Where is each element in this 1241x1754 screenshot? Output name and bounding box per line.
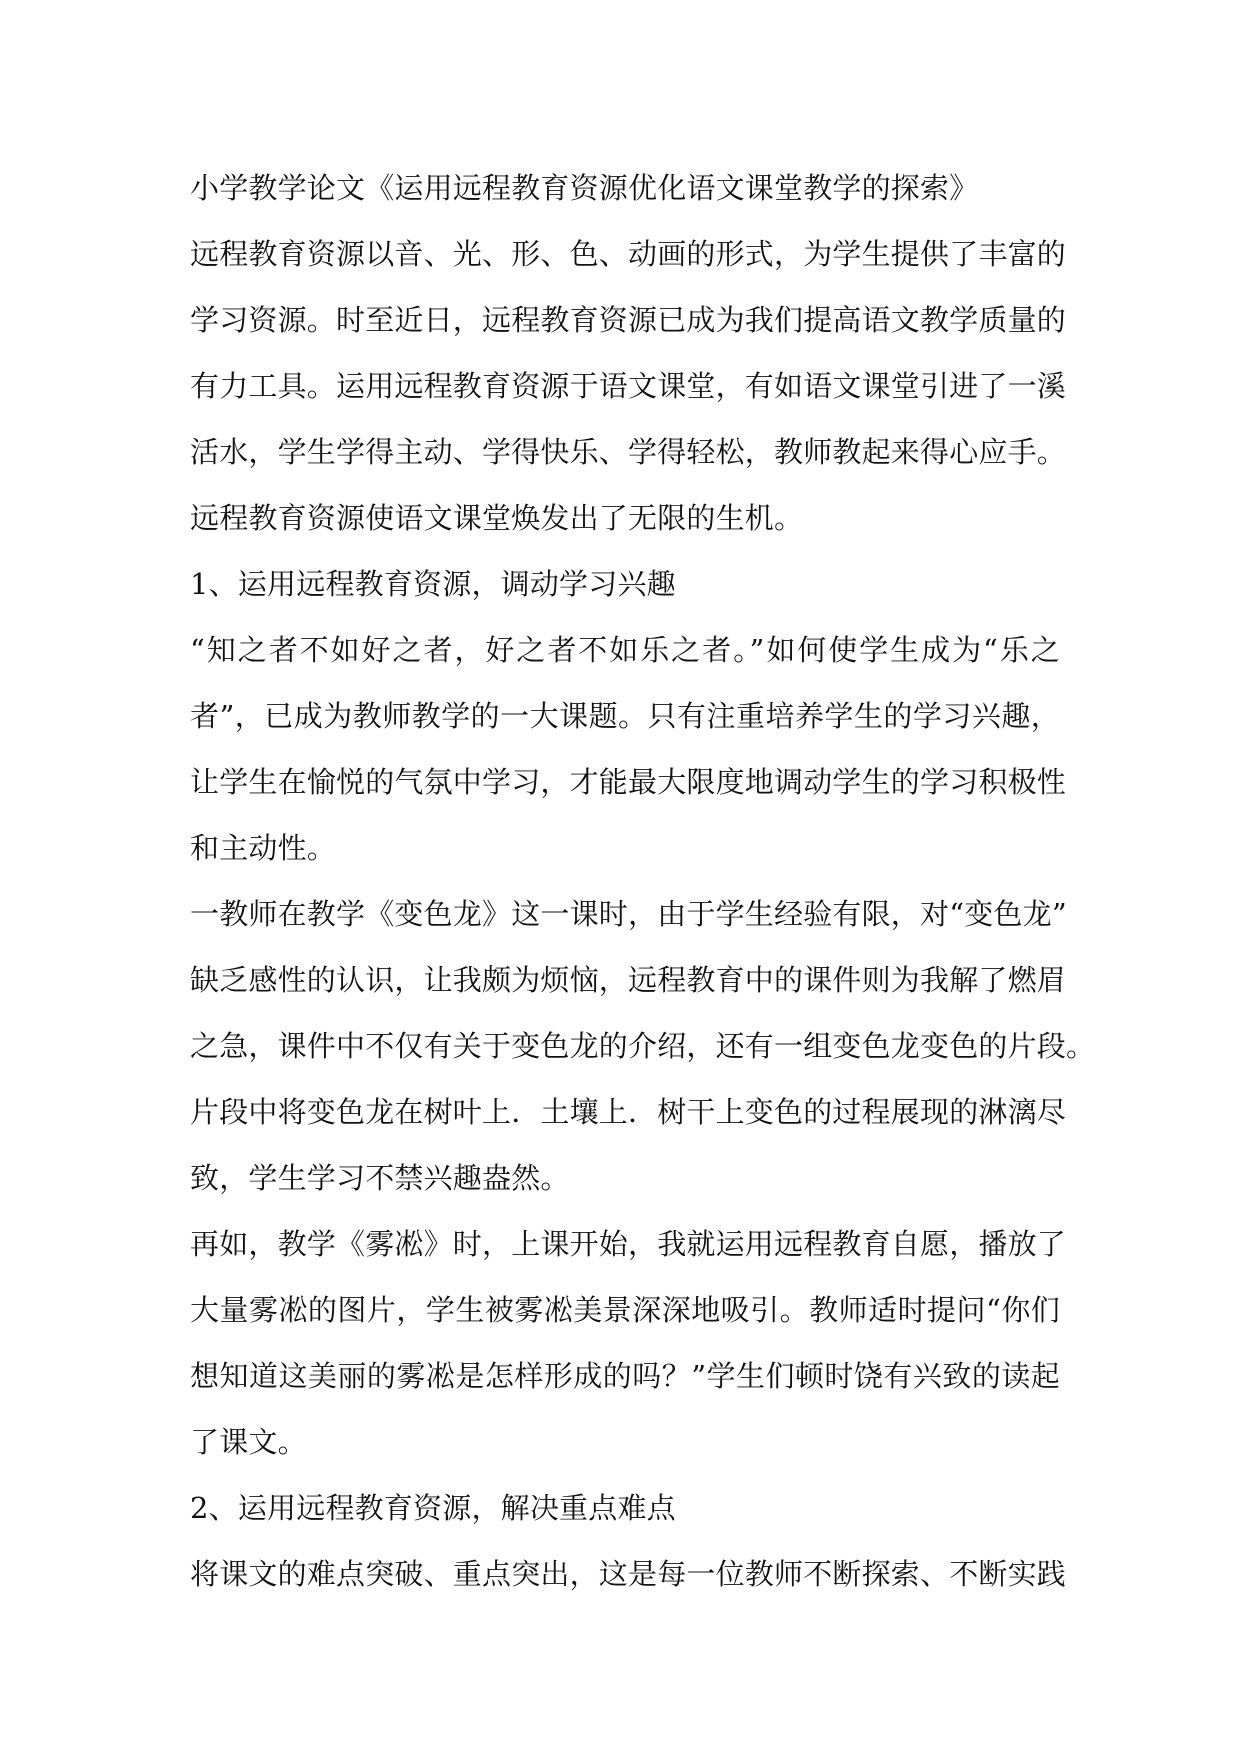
paragraph-line: 之急，课件中不仅有关于变色龙的介绍，还有一组变色龙变色的片段。 [190,1029,1096,1063]
paragraph-line: 大量雾凇的图片，学生被雾凇美景深深地吸引。教师适时提问“你们 [190,1293,1060,1327]
paragraph-line: “知之者不如好之者，好之者不如乐之者。”如何使学生成为“乐之 [190,633,1060,667]
paragraph-line: 了课文。 [190,1425,307,1459]
paragraph-line: 片段中将变色龙在树叶上．土壤上．树干上变色的过程展现的淋漓尽 [190,1095,1067,1129]
paragraph-line: 活水，学生学得主动、学得快乐、学得轻松，教师教起来得心应手。 [190,435,1067,469]
paragraph-line: 想知道这美丽的雾凇是怎样形成的吗？”学生们顿时饶有兴致的读起 [190,1359,1060,1393]
paragraph-line: 远程教育资源使语文课堂焕发出了无限的生机。 [190,501,804,535]
document-title: 小学教学论文《运用远程教育资源优化语文课堂教学的探索》 [190,171,979,205]
paragraph-line: 致，学生学习不禁兴趣盎然。 [190,1161,570,1195]
paragraph-line: 让学生在愉悦的气氛中学习，才能最大限度地调动学生的学习积极性 [190,765,1067,799]
paragraph-line: 有力工具。运用远程教育资源于语文课堂，有如语文课堂引进了一溪 [190,369,1067,403]
paragraph-line: 缺乏感性的认识，让我颇为烦恼，远程教育中的课件则为我解了燃眉 [190,963,1067,997]
section-heading: 1、运用远程教育资源，调动学习兴趣 [190,567,676,601]
document-body [190,155,1096,1607]
paragraph-line: 远程教育资源以音、光、形、色、动画的形式，为学生提供了丰富的 [190,237,1067,271]
paragraph-line: 将课文的难点突破、重点突出，这是每一位教师不断探索、不断实践 [190,1557,1067,1591]
section-heading: 2、运用远程教育资源，解决重点难点 [190,1491,676,1525]
paragraph-line: 一教师在教学《变色龙》这一课时，由于学生经验有限，对“变色龙” [190,897,1067,931]
paragraph-line: 再如，教学《雾凇》时，上课开始，我就运用远程教育自愿，播放了 [190,1227,1067,1261]
paragraph-line: 学习资源。时至近日，远程教育资源已成为我们提高语文教学质量的 [190,303,1067,337]
paragraph-line: 者”，已成为教师教学的一大课题。只有注重培养学生的学习兴趣， [190,699,1060,733]
paragraph-line: 和主动性。 [190,831,337,865]
